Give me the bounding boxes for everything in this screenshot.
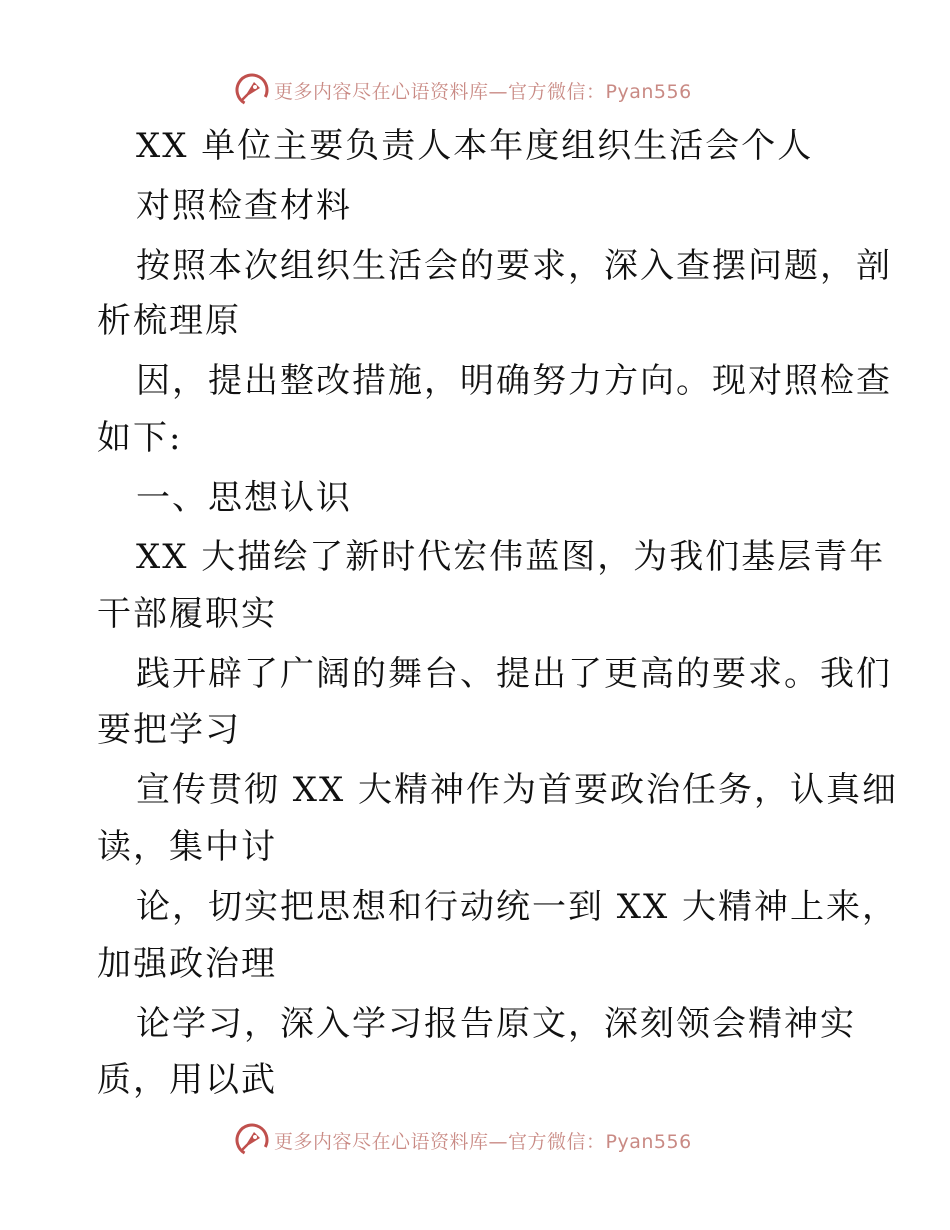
paragraph-line: 论学习，深入学习报告原文，深刻领会精神实	[136, 1004, 856, 1044]
paragraph-line: 按照本次组织生活会的要求，深入查摆问题，剖	[136, 246, 892, 286]
paragraph-line: 因，提出整改措施，明确努力方向。现对照检查	[136, 361, 892, 401]
paragraph-line: XX 大描绘了新时代宏伟蓝图，为我们基层青年	[136, 537, 886, 577]
paragraph-line: 质，用以武	[97, 1060, 277, 1100]
doc-title-line-2: 对照检查材料	[136, 186, 352, 226]
header-watermark	[234, 70, 692, 110]
paragraph-line: 析梳理原	[97, 301, 241, 341]
pen-nib-logo-icon	[234, 72, 270, 108]
paragraph-line: 加强政治理	[97, 944, 277, 984]
pen-nib-logo-icon	[234, 1122, 270, 1158]
watermark-text: 更多内容尽在心语资料库—官方微信：Pyan556	[274, 1130, 692, 1153]
section-heading: 一、思想认识	[136, 478, 352, 518]
paragraph-line: 读，集中讨	[97, 827, 277, 867]
paragraph-line: 践开辟了广阔的舞台、提出了更高的要求。我们	[136, 654, 892, 694]
paragraph-line: 干部履职实	[97, 594, 277, 634]
doc-title-line-1: XX 单位主要负责人本年度组织生活会个人	[136, 126, 814, 166]
footer-watermark	[234, 1120, 692, 1160]
paragraph-line: 如下:	[97, 418, 183, 458]
paragraph-line: 要把学习	[97, 710, 241, 750]
paragraph-line: 宣传贯彻 XX 大精神作为首要政治任务，认真细	[136, 770, 899, 810]
watermark-text: 更多内容尽在心语资料库—官方微信：Pyan556	[274, 80, 692, 103]
paragraph-line: 论，切实把思想和行动统一到 XX 大精神上来，	[136, 887, 899, 927]
